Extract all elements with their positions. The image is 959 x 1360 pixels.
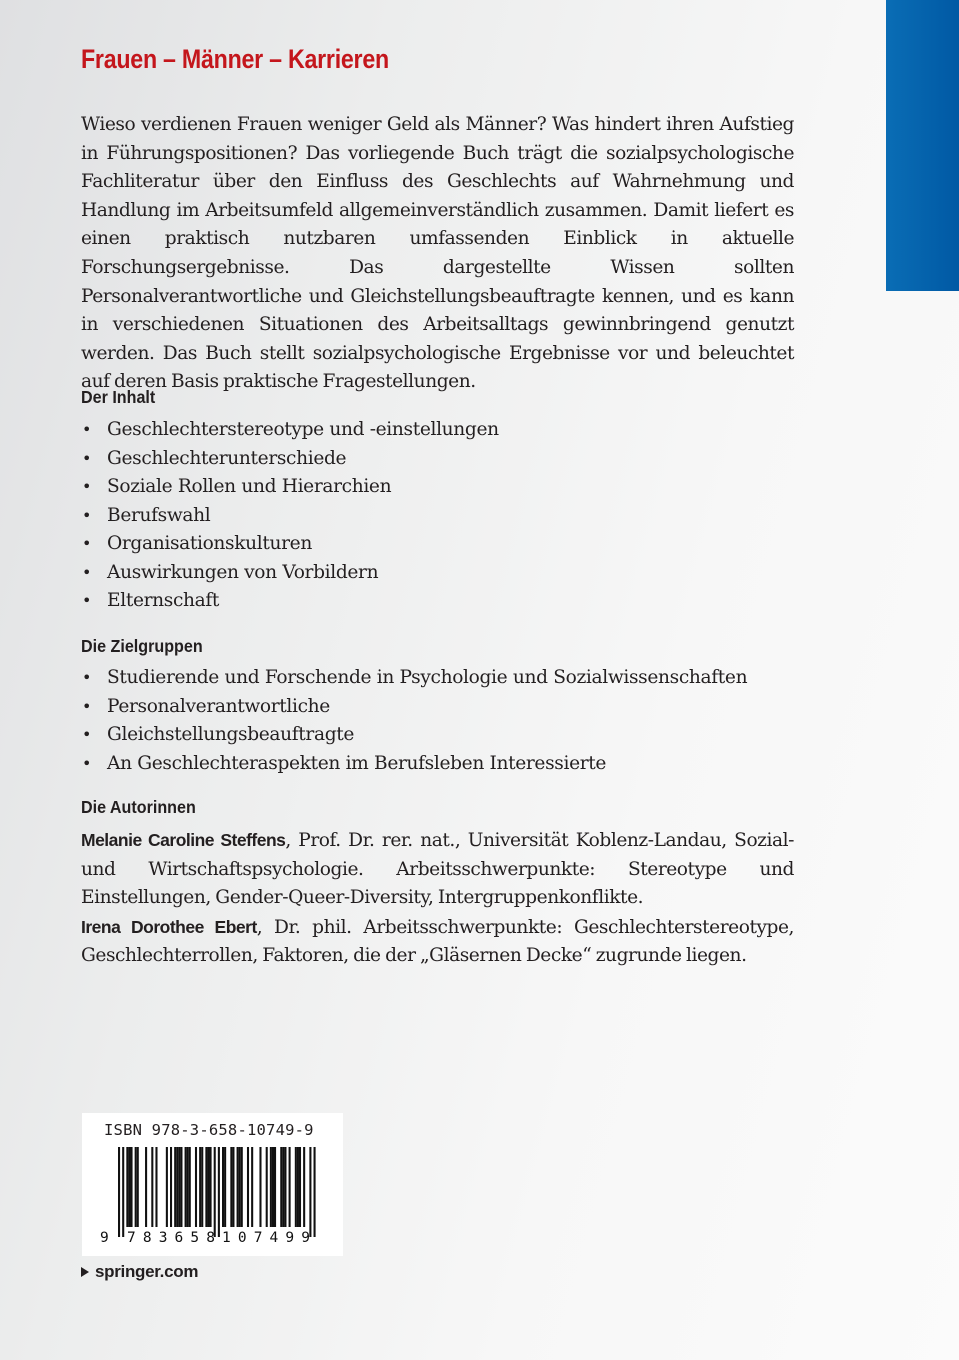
barcode-bar [232, 1147, 234, 1227]
list-item: • Geschlechterunterschiede [82, 447, 347, 469]
barcode-bar [130, 1147, 132, 1227]
barcode-bar [289, 1147, 291, 1227]
barcode-bar [137, 1147, 139, 1227]
contents-heading: Der Inhalt [81, 387, 156, 407]
barcode-bar [151, 1147, 153, 1227]
barcode-bar [299, 1147, 301, 1227]
barcode-bar [309, 1147, 311, 1237]
barcode-bar [189, 1147, 191, 1227]
barcode-bar [218, 1147, 220, 1237]
barcode-bar [241, 1147, 243, 1227]
barcode-bar [297, 1147, 299, 1227]
barcode-bar [195, 1147, 197, 1227]
barcode-bar [128, 1147, 130, 1227]
barcode-left-digits: 783658 [127, 1230, 215, 1246]
book-title: Frauen – Männer – Karrieren [81, 44, 389, 74]
barcode-bar [303, 1147, 305, 1227]
list-item: • Berufswahl [82, 504, 211, 526]
barcode-bar [135, 1147, 137, 1227]
barcode-bars [118, 1147, 316, 1237]
barcode-bar [170, 1147, 172, 1227]
barcode-bar [270, 1147, 272, 1227]
barcode-bar [230, 1147, 232, 1227]
authors-bio [81, 826, 794, 971]
list-item: • Soziale Rollen und Hierarchien [82, 476, 392, 497]
audience-heading: Die Zielgruppen [81, 636, 203, 656]
list-item: • Studierende und Forschende in Psychologie und Sozialwissenschaften [82, 667, 748, 688]
triangle-right-icon [81, 1267, 89, 1277]
barcode-bar [247, 1147, 249, 1227]
isbn-barcode [82, 1113, 343, 1256]
barcode-bar [185, 1147, 187, 1227]
barcode-bar [280, 1147, 282, 1227]
barcode-bar [155, 1147, 157, 1227]
list-item: • Geschlechterstereotype und -einstellungen [82, 419, 499, 440]
blue-spine-tab [886, 0, 959, 291]
barcode-graphic [82, 1113, 343, 1256]
list-item: • Auswirkungen von Vorbildern [82, 561, 379, 583]
barcode-bar [314, 1147, 316, 1237]
springer-link-text: springer.com [95, 1262, 199, 1281]
contents-list [81, 416, 499, 616]
barcode-bar [222, 1147, 224, 1227]
barcode-bar [199, 1147, 201, 1227]
book-description: Wieso verdienen Frauen weniger Geld als Männer? Was hindert ihren Aufstieg in Führungspositionen? Das vorliegende Buch trägt die sozialpsychologische Fachliteratur über den Einfluss des Geschlechts auf Wahrnehmung und Handlung im Arbeitsumfeld allgemeinverständlich zusammen. Damit liefert es einen praktisch nutzbaren umfassenden Einblick in aktuelle Forschungsergebnisse. Das dargestellte Wissen sollten Personalverantwortliche und Gleichstellungsbeauftragte kennen, und es kann in verschiedenen Situationen des Arbeitsalltags gewinnbringend genutzt werden. Das Buch stellt sozialpsychologische Ergebnisse vor und beleuchtet auf deren Basis praktische Fragestellungen. [81, 114, 794, 393]
barcode-bar [282, 1147, 284, 1227]
barcode-bar [274, 1147, 276, 1227]
barcode-bar [201, 1147, 203, 1227]
barcode-bar [207, 1147, 209, 1227]
barcode-bar [224, 1147, 226, 1227]
springer-link[interactable] [81, 1262, 198, 1282]
audience-list [81, 664, 747, 778]
author-bio-text: , Prof. Dr. rer. nat., Universität Koblenz-Landau, Sozial- und Wirtschaftspsychologie. Arbeitsschwerpunkte: Stereotype und Einstellungen, Gender-Queer-Diversity, Intergruppenkonflikte. [81, 830, 794, 909]
barcode-bar [210, 1147, 212, 1227]
list-item: • An Geschlechteraspekten im Berufsleben Interessierte [82, 752, 607, 774]
author-name: Irena Dorothee Ebert [81, 916, 257, 937]
barcode-bar [180, 1147, 182, 1227]
barcode-bar [239, 1147, 241, 1227]
barcode-bar [214, 1147, 216, 1237]
barcode-bar [176, 1147, 178, 1227]
barcode-bar [187, 1147, 189, 1227]
list-item: • Elternschaft [82, 590, 220, 611]
barcode-bar [126, 1147, 128, 1227]
barcode-bar [266, 1147, 268, 1227]
list-item: • Gleichstellungsbeauftragte [82, 724, 355, 745]
barcode-bar [145, 1147, 147, 1227]
barcode-bar [295, 1147, 297, 1227]
barcode-bar [178, 1147, 180, 1227]
list-item: • Organisationskulturen [82, 533, 312, 554]
author-bio-text: , Dr. phil. Arbeitsschwerpunkte: Geschlechterstereotype, Geschlechterrollen, Faktoren, die der „Gläsernen Decke“ zugrunde liegen. [81, 916, 794, 967]
barcode-right-digits: 107499 [222, 1230, 310, 1246]
barcode-bar [284, 1147, 286, 1227]
barcode-bar [166, 1147, 168, 1227]
list-item: • Personalverantwortliche [82, 695, 330, 717]
barcode-bar [118, 1147, 120, 1237]
barcode-bar [205, 1147, 207, 1227]
barcode-bar [237, 1147, 239, 1227]
barcode-bar [251, 1147, 253, 1227]
barcode-bar [122, 1147, 124, 1237]
isbn-label: ISBN 978-3-658-10749-9 [104, 1121, 314, 1139]
barcode-lead-digit: 9 [100, 1230, 109, 1246]
barcode-bar [272, 1147, 274, 1227]
author-name: Melanie Caroline Steffens [81, 830, 286, 850]
barcode-bar [259, 1147, 261, 1227]
authors-heading: Die Autorinnen [81, 797, 196, 817]
barcode-bar [174, 1147, 176, 1227]
